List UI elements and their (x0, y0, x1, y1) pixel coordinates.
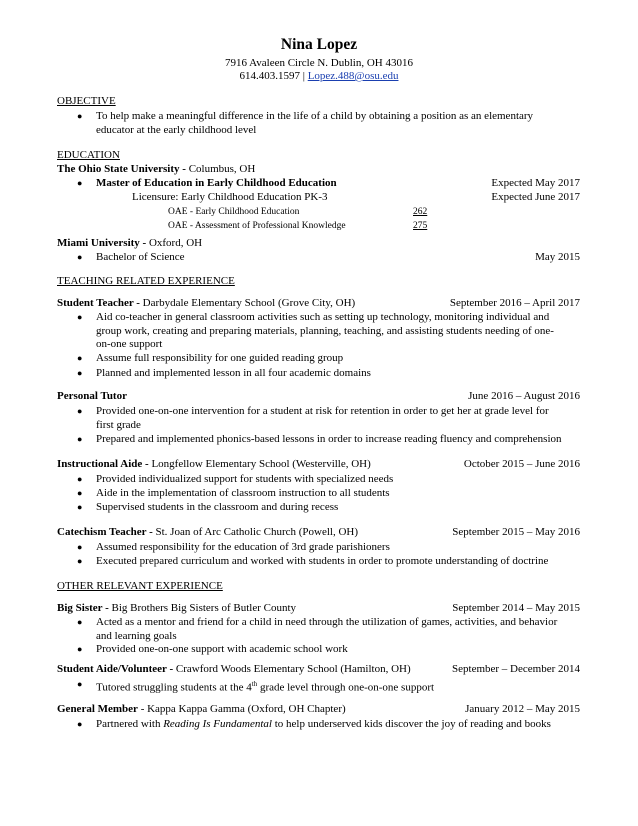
big-sister-line: Big Sister - Big Brothers Big Sisters of Butler County (57, 602, 297, 614)
teaching-heading: TEACHING RELATED EXPERIENCE (57, 275, 235, 287)
bullet: ● (77, 312, 83, 322)
phone: 614.403.1597 | (239, 70, 308, 82)
student-teacher-line: Student Teacher - Darbydale Elementary School (Grove City, OH) (57, 297, 356, 309)
big-sister-date: September 2014 – May 2015 (452, 602, 580, 614)
bullet: ● (77, 617, 83, 627)
tutor-bullet-2: Prepared and implemented phonics-based lessons in order to increase reading fluency and comprehension (96, 433, 562, 445)
bullet: ● (77, 644, 83, 654)
student-teacher-bullet-3: Planned and implemented lesson in all four academic domains (96, 367, 371, 379)
bullet: ● (77, 178, 83, 188)
big-sister-bullet-1: Acted as a mentor and friend for a child in need through the utilization of games, activities, and behavior and learning goals (96, 616, 558, 642)
bullet: ● (77, 353, 83, 363)
volunteer-line: Student Aide/Volunteer - Crawford Woods Elementary School (Hamilton, OH) (57, 663, 411, 675)
oae-score-2: 275 (413, 221, 428, 231)
tutor-title: Personal Tutor (57, 390, 127, 402)
objective-text: To help make a meaningful difference in the life of a child by obtaining a position as an elementary educator at the early childhood level (96, 110, 534, 136)
contact-line (0, 70, 638, 82)
aide-line: Instructional Aide - Longfellow Elementary School (Westerville, OH) (57, 458, 371, 470)
oae-test-1: OAE - Early Childhood Education (168, 207, 300, 217)
bullet: ● (77, 679, 83, 689)
licensure: Licensure: Early Childhood Education PK-3 (132, 191, 328, 203)
catechism-date: September 2015 – May 2016 (452, 526, 580, 538)
catechism-bullet-2: Executed prepared curriculum and worked with students in order to promote understanding of doctrine (96, 555, 549, 567)
applicant-name: Nina Lopez (280, 36, 358, 53)
aide-bullet-1: Provided individualized support for students with specialized needs (96, 473, 394, 485)
education-heading: EDUCATION (57, 149, 120, 161)
other-heading: OTHER RELEVANT EXPERIENCE (57, 580, 223, 592)
tutor-date: June 2016 – August 2016 (468, 390, 580, 402)
big-sister-bullet-2: Provided one-on-one support with academic school work (96, 643, 348, 655)
bullet: ● (77, 556, 83, 566)
bachelors-date: May 2015 (535, 251, 580, 263)
member-bullet-1: Partnered with Reading Is Fundamental to help underserved kids discover the joy of reading and books (96, 718, 551, 730)
bullet: ● (77, 252, 83, 262)
licensure-date: Expected June 2017 (491, 191, 580, 203)
osu-line: The Ohio State University - Columbus, OH (57, 163, 256, 175)
catechism-line: Catechism Teacher - St. Joan of Arc Catholic Church (Powell, OH) (57, 526, 359, 538)
masters-date: Expected May 2017 (491, 177, 580, 189)
aide-bullet-2: Aide in the implementation of classroom instruction to all students (96, 487, 390, 499)
address: 7916 Avaleen Circle N. Dublin, OH 43016 (225, 57, 413, 69)
student-teacher-bullet-1: Aid co-teacher in general classroom activities such as setting up technology, monitoring individual and group work, creating and preparing materials, planning, teaching, and assisting students needing of one- on-one support (96, 311, 554, 350)
volunteer-bullet-1: Tutored struggling students at the 4th grade level through one-on-one support (96, 680, 435, 694)
bullet: ● (77, 719, 83, 729)
member-line: General Member - Kappa Kappa Gamma (Oxford, OH Chapter) (57, 703, 346, 715)
bullet: ● (77, 434, 83, 444)
masters-degree: Master of Education in Early Childhood Education (96, 177, 337, 189)
catechism-bullet-1: Assumed responsibility for the education of 3rd grade parishioners (96, 541, 390, 553)
oae-score-1: 262 (413, 207, 428, 217)
email-link[interactable]: Lopez.488@osu.edu (307, 70, 399, 82)
bullet: ● (77, 474, 83, 484)
bullet: ● (77, 406, 83, 416)
oae-test-2: OAE - Assessment of Professional Knowledge (168, 221, 346, 231)
student-teacher-date: September 2016 – April 2017 (449, 297, 580, 309)
member-date: January 2012 – May 2015 (465, 703, 580, 715)
miami-line: Miami University - Oxford, OH (57, 237, 203, 249)
aide-bullet-3: Supervised students in the classroom and during recess (96, 501, 339, 513)
objective-heading: OBJECTIVE (57, 95, 116, 107)
bullet: ● (77, 542, 83, 552)
bullet: ● (77, 111, 83, 121)
bullet: ● (77, 488, 83, 498)
aide-date: October 2015 – June 2016 (463, 458, 580, 470)
bullet: ● (77, 502, 83, 512)
tutor-bullet-1: Provided one-on-one intervention for a student at risk for retention in order to get her at grade level for first grade (96, 405, 549, 431)
bachelors-degree: Bachelor of Science (96, 251, 185, 263)
student-teacher-bullet-2: Assume full responsibility for one guided reading group (96, 352, 344, 364)
volunteer-date: September – December 2014 (452, 663, 580, 675)
bullet: ● (77, 368, 83, 378)
